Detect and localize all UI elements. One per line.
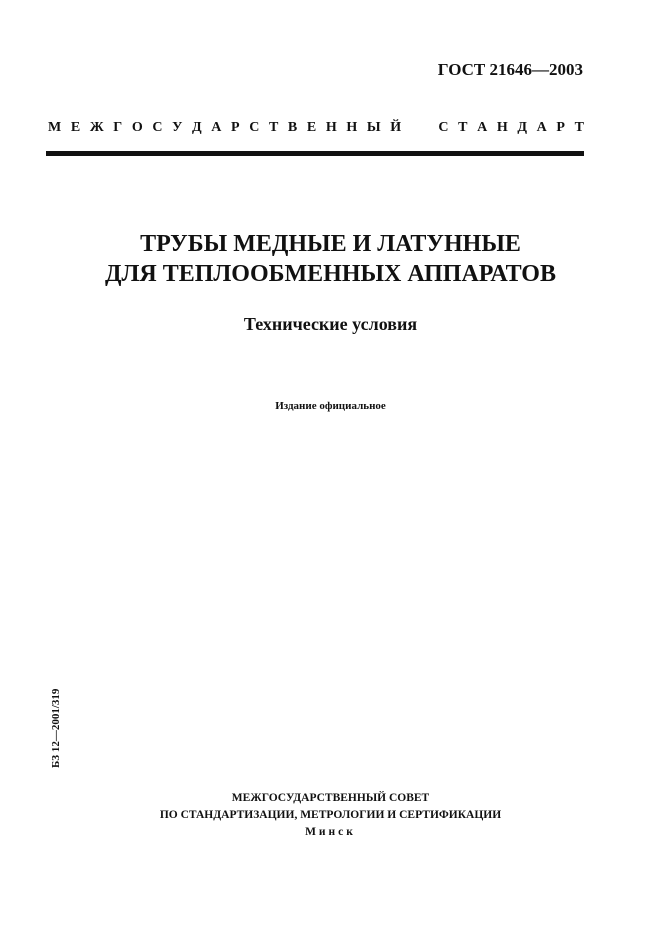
title-line-2: ДЛЯ ТЕПЛООБМЕННЫХ АППАРАТОВ — [105, 261, 556, 287]
side-code: БЗ 12—2001/319 — [50, 688, 62, 768]
heading-letter: О — [131, 120, 143, 135]
heading-letter: Е — [306, 120, 317, 135]
standard-number: ГОСТ 21646—2003 — [437, 60, 583, 79]
publisher-block — [0, 790, 661, 841]
heading-letter: Т — [574, 120, 584, 135]
heading-letter: Ж — [89, 120, 104, 135]
heading-letter: Е — [70, 120, 81, 135]
heading-letter: Н — [346, 120, 358, 135]
heading-letter: Д — [192, 120, 202, 135]
heading-letter: У — [172, 120, 183, 135]
heading-letter: С — [438, 120, 449, 135]
standard-type-heading — [48, 120, 584, 136]
edition-note: Издание официальное — [275, 400, 386, 412]
heading-letter: А — [477, 120, 488, 135]
heading-letter: Д — [517, 120, 528, 135]
header-divider — [46, 151, 584, 156]
heading-letter: Р — [231, 120, 240, 135]
publisher-city: Минск — [305, 826, 356, 838]
document-subtitle: Технические условия — [243, 314, 418, 334]
heading-letter: Т — [458, 120, 468, 135]
word-gap — [411, 120, 429, 136]
heading-letter: Н — [496, 120, 508, 135]
publisher-line-2: ПО СТАНДАРТИЗАЦИИ, МЕТРОЛОГИИ И СЕРТИФИКАЦИИ — [159, 809, 502, 821]
heading-letter: Н — [325, 120, 337, 135]
heading-letter: Й — [390, 120, 402, 135]
heading-letter: Ы — [366, 120, 381, 135]
heading-letter: С — [152, 120, 163, 135]
title-line-1: ТРУБЫ МЕДНЫЕ И ЛАТУННЫЕ — [140, 231, 521, 257]
document-title — [0, 229, 661, 289]
heading-letter: Р — [556, 120, 565, 135]
publisher-line-1: МЕЖГОСУДАРСТВЕННЫЙ СОВЕТ — [231, 792, 430, 804]
heading-letter: Г — [113, 120, 123, 135]
heading-letter: В — [287, 120, 298, 135]
heading-letter: А — [536, 120, 547, 135]
heading-letter: Т — [268, 120, 279, 135]
heading-letter: М — [48, 120, 62, 135]
heading-letter: А — [211, 120, 222, 135]
heading-letter: С — [249, 120, 260, 135]
